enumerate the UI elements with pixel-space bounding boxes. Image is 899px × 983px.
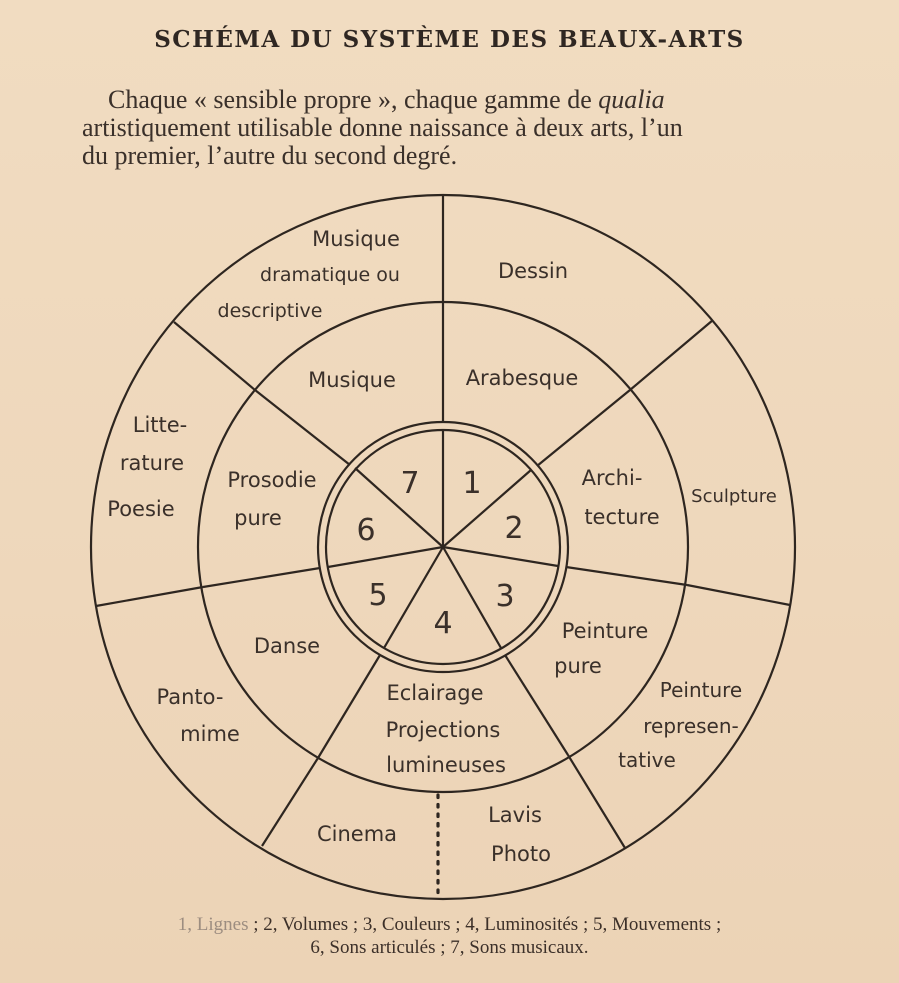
label-peinture-representative-3: tative: [618, 748, 676, 772]
label-architecture-2: tecture: [584, 505, 660, 529]
divider-middle-lower-left: [318, 655, 380, 758]
label-poesie: Poesie: [107, 497, 175, 521]
divider-outer-lower-right: [568, 755, 625, 848]
label-architecture-1: Archi-: [581, 466, 643, 490]
label-eclairage-1: Eclairage: [386, 681, 484, 705]
sector-number-3: 3: [495, 579, 515, 614]
sector-number-7: 7: [400, 466, 420, 501]
intro-line-2: artistiquement utilisable donne naissance à deux arts, l’un: [82, 113, 683, 142]
caption-line-1: [0, 913, 899, 936]
label-musique-dramatique-3: descriptive: [217, 300, 323, 322]
diagram-caption: [0, 913, 899, 959]
divider-outer-upper-left: [174, 322, 255, 390]
label-danse: Danse: [253, 634, 321, 658]
label-musique: Musique: [308, 368, 396, 392]
label-prosodie-2: pure: [234, 506, 282, 530]
divider-outer-right: [687, 585, 790, 605]
spoke-right: [443, 547, 558, 566]
divider-outer-left: [96, 587, 203, 606]
label-arabesque: Arabesque: [465, 366, 579, 390]
label-pantomime-1: Panto-: [156, 685, 224, 709]
sector-number-4: 4: [433, 606, 453, 641]
divider-outer-upper-right: [630, 320, 713, 390]
spoke-left: [328, 547, 443, 567]
divider-middle-left: [203, 568, 320, 587]
label-musique-dramatique-1: Musique: [312, 227, 400, 251]
intro-qualia-italic: qualia: [598, 85, 665, 114]
sector-number-5: 5: [368, 578, 388, 613]
divider-middle-right: [566, 567, 687, 585]
intro-line-3: du premier, l’autre du second degré.: [82, 141, 458, 170]
label-peinture-representative-1: Peinture: [659, 678, 743, 702]
divider-outer-lower-left: [262, 758, 318, 846]
label-litterature-1: Litte-: [132, 413, 188, 437]
label-photo: Photo: [491, 842, 551, 866]
divider-middle-upper-left: [255, 390, 350, 465]
label-sculpture: Sculpture: [691, 486, 777, 507]
label-prosodie-1: Prosodie: [227, 468, 317, 492]
divider-middle-upper-right: [537, 390, 630, 466]
caption-line-2: 6, Sons articulés ; 7, Sons musicaux.: [310, 937, 589, 958]
label-peinture-representative-2: represen-: [643, 714, 739, 738]
intro-line-1-text: Chaque « sensible propre », chaque gamme de: [108, 85, 599, 114]
label-cinema: Cinema: [316, 822, 398, 846]
label-litterature-2: rature: [119, 451, 185, 475]
sector-number-6: 6: [356, 513, 376, 548]
label-peinture-pure-2: pure: [554, 654, 602, 678]
label-eclairage-2: Projections: [385, 718, 501, 742]
label-eclairage-3: lumineuses: [386, 753, 506, 777]
sector-number-2: 2: [504, 511, 524, 546]
label-dessin: Dessin: [497, 259, 569, 283]
sector-number-1: 1: [462, 466, 482, 501]
caption-faded-text: 1, Lignes: [177, 914, 249, 935]
caption-line-1-text: ; 2, Volumes ; 3, Couleurs ; 4, Luminosités ; 5, Mouvements ;: [248, 914, 722, 935]
page-title: SCHÉMA DU SYSTÈME DES BEAUX-ARTS: [154, 26, 745, 53]
label-musique-dramatique-2: dramatique ou: [260, 264, 400, 286]
label-pantomime-2: mime: [180, 722, 240, 746]
label-peinture-pure-1: Peinture: [561, 619, 649, 643]
label-lavis: Lavis: [488, 803, 542, 827]
